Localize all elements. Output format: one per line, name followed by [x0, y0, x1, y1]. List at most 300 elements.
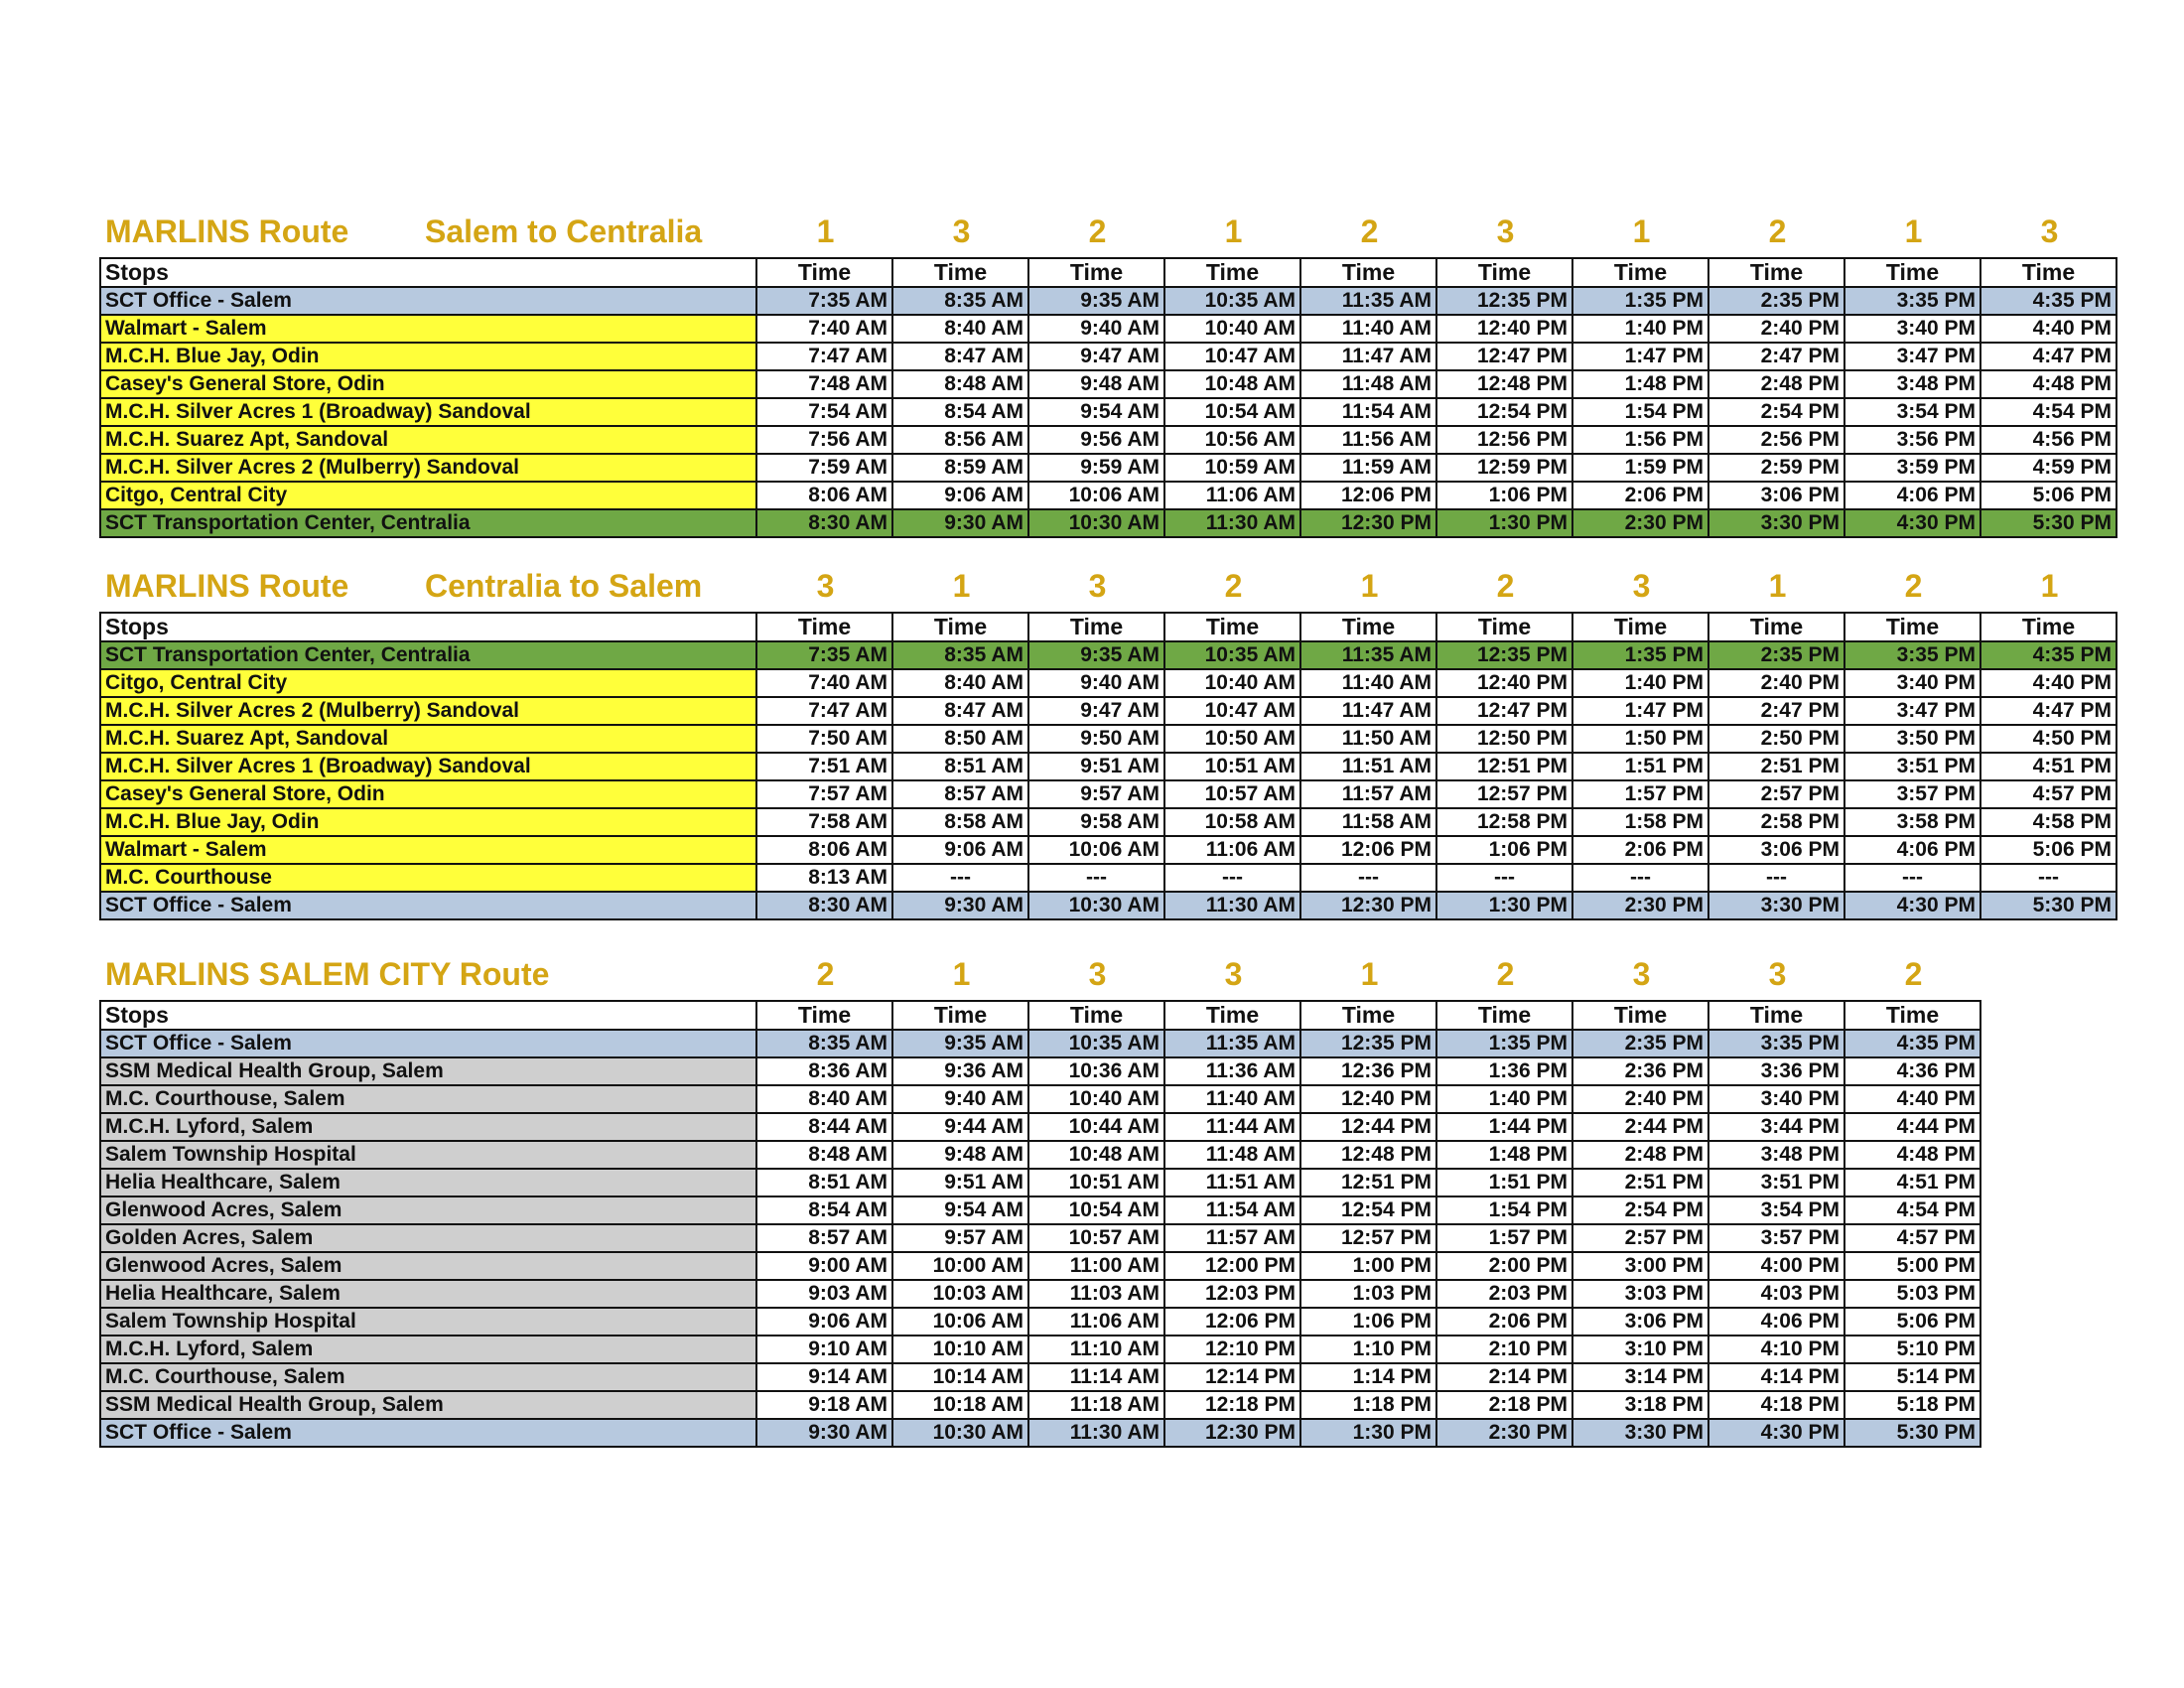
departure-time: 12:03 PM [1164, 1280, 1300, 1308]
bus-number: 2 [1768, 213, 1787, 249]
departure-time: --- [1980, 864, 2116, 892]
time-header: Time [1028, 613, 1164, 641]
departure-time: 10:14 AM [892, 1363, 1028, 1391]
departure-time: 9:51 AM [892, 1169, 1028, 1196]
departure-time: 4:35 PM [1844, 1030, 1980, 1057]
departure-time: 9:57 AM [1028, 780, 1164, 808]
departure-time: 12:57 PM [1300, 1224, 1436, 1252]
departure-time: 5:30 PM [1844, 1419, 1980, 1447]
bus-number: 3 [2040, 213, 2059, 249]
departure-time: 2:47 PM [1708, 343, 1844, 370]
departure-time: 12:48 PM [1300, 1141, 1436, 1169]
bus-number: 2 [1496, 568, 1515, 604]
departure-time: 1:57 PM [1572, 780, 1708, 808]
bus-number: 3 [952, 213, 971, 249]
departure-time: 8:56 AM [892, 426, 1028, 454]
stop-name: Glenwood Acres, Salem [100, 1196, 756, 1224]
stop-name: Citgo, Central City [100, 669, 756, 697]
departure-time: 11:51 AM [1164, 1169, 1300, 1196]
departure-time: 9:35 AM [1028, 287, 1164, 315]
departure-time: 1:54 PM [1572, 398, 1708, 426]
departure-time: 1:03 PM [1300, 1280, 1436, 1308]
departure-time: 3:54 PM [1708, 1196, 1844, 1224]
time-header: Time [892, 613, 1028, 641]
stop-name: M.C.H. Lyford, Salem [100, 1336, 756, 1363]
departure-time: 9:35 AM [1028, 641, 1164, 669]
schedule-row [100, 398, 2116, 426]
departure-time: 8:51 AM [756, 1169, 892, 1196]
departure-time: 11:35 AM [1300, 287, 1436, 315]
stop-name: Helia Healthcare, Salem [100, 1169, 756, 1196]
departure-time: 2:03 PM [1436, 1280, 1572, 1308]
departure-time: 9:47 AM [1028, 697, 1164, 725]
departure-time: 2:59 PM [1708, 454, 1844, 482]
stop-name: M.C.H. Blue Jay, Odin [100, 343, 756, 370]
departure-time: 3:47 PM [1844, 343, 1980, 370]
departure-time: 4:54 PM [1844, 1196, 1980, 1224]
bus-number: 2 [1496, 956, 1515, 992]
departure-time: 2:10 PM [1436, 1336, 1572, 1363]
departure-time: 4:47 PM [1980, 343, 2116, 370]
schedule-row [100, 780, 2116, 808]
departure-time: 4:48 PM [1844, 1141, 1980, 1169]
departure-time: 11:40 AM [1164, 1085, 1300, 1113]
departure-time: 11:47 AM [1300, 697, 1436, 725]
departure-time: 1:18 PM [1300, 1391, 1436, 1419]
departure-time: 10:56 AM [1164, 426, 1300, 454]
departure-time: 10:06 AM [1028, 836, 1164, 864]
departure-time: 11:59 AM [1300, 454, 1436, 482]
departure-time: 9:35 AM [892, 1030, 1028, 1057]
departure-time: 10:40 AM [1164, 315, 1300, 343]
departure-time: 1:40 PM [1436, 1085, 1572, 1113]
departure-time: 4:10 PM [1708, 1336, 1844, 1363]
departure-time: 3:47 PM [1844, 697, 1980, 725]
departure-time: 2:35 PM [1708, 287, 1844, 315]
departure-time: 12:48 PM [1436, 370, 1572, 398]
departure-time: 12:51 PM [1436, 753, 1572, 780]
departure-time: 9:54 AM [892, 1196, 1028, 1224]
departure-time: 10:58 AM [1164, 808, 1300, 836]
departure-time: 8:47 AM [892, 343, 1028, 370]
departure-time: 11:54 AM [1300, 398, 1436, 426]
departure-time: 8:30 AM [756, 892, 892, 919]
schedule-row [100, 669, 2116, 697]
time-header: Time [1708, 1001, 1844, 1030]
schedule-salem-city [99, 956, 1981, 1448]
departure-time: 3:50 PM [1844, 725, 1980, 753]
time-header: Time [1028, 1001, 1164, 1030]
departure-time: 12:54 PM [1300, 1196, 1436, 1224]
departure-time: 5:14 PM [1844, 1363, 1980, 1391]
departure-time: 2:00 PM [1436, 1252, 1572, 1280]
departure-time: 3:00 PM [1572, 1252, 1708, 1280]
departure-time: 7:35 AM [756, 287, 892, 315]
departure-time: 1:47 PM [1572, 343, 1708, 370]
time-header: Time [1572, 613, 1708, 641]
departure-time: 11:48 AM [1300, 370, 1436, 398]
stop-name: M.C.H. Silver Acres 2 (Mulberry) Sandoval [100, 697, 756, 725]
departure-time: 2:30 PM [1572, 892, 1708, 919]
schedule-row [100, 1308, 1980, 1336]
bus-number: 2 [816, 956, 835, 992]
schedule-row [100, 1363, 1980, 1391]
departure-time: 5:30 PM [1980, 892, 2116, 919]
departure-time: 4:58 PM [1980, 808, 2116, 836]
route-title-row [99, 568, 2117, 612]
departure-time: 9:00 AM [756, 1252, 892, 1280]
departure-time: 4:44 PM [1844, 1113, 1980, 1141]
departure-time: 10:51 AM [1164, 753, 1300, 780]
departure-time: 12:47 PM [1436, 697, 1572, 725]
departure-time: 10:59 AM [1164, 454, 1300, 482]
departure-time: 12:06 PM [1300, 836, 1436, 864]
time-header: Time [1164, 613, 1300, 641]
departure-time: 3:48 PM [1844, 370, 1980, 398]
departure-time: 11:51 AM [1300, 753, 1436, 780]
departure-time: 9:59 AM [1028, 454, 1164, 482]
departure-time: 10:40 AM [1028, 1085, 1164, 1113]
departure-time: 5:06 PM [1980, 836, 2116, 864]
bus-number: 1 [1360, 568, 1379, 604]
departure-time: 8:35 AM [892, 641, 1028, 669]
time-header: Time [1436, 1001, 1572, 1030]
departure-time: 3:35 PM [1844, 287, 1980, 315]
time-header: Time [1436, 258, 1572, 287]
departure-time: 8:36 AM [756, 1057, 892, 1085]
departure-time: 1:30 PM [1436, 892, 1572, 919]
route-direction: Salem to Centralia [425, 213, 703, 249]
departure-time: 4:50 PM [1980, 725, 2116, 753]
departure-time: 3:44 PM [1708, 1113, 1844, 1141]
schedule-row [100, 1141, 1980, 1169]
departure-time: 11:30 AM [1028, 1419, 1164, 1447]
bus-number: 3 [816, 568, 835, 604]
departure-time: --- [892, 864, 1028, 892]
departure-time: 1:10 PM [1300, 1336, 1436, 1363]
departure-time: 9:06 AM [892, 482, 1028, 509]
departure-time: 10:35 AM [1164, 641, 1300, 669]
departure-time: 5:18 PM [1844, 1391, 1980, 1419]
bus-number: 3 [1632, 956, 1651, 992]
departure-time: 12:30 PM [1300, 509, 1436, 537]
departure-time: 7:54 AM [756, 398, 892, 426]
departure-time: 4:54 PM [1980, 398, 2116, 426]
stop-name: SCT Office - Salem [100, 892, 756, 919]
schedule-row [100, 1336, 1980, 1363]
stop-name: M.C. Courthouse [100, 864, 756, 892]
departure-time: 4:06 PM [1844, 482, 1980, 509]
departure-time: 3:30 PM [1708, 509, 1844, 537]
departure-time: 12:30 PM [1164, 1419, 1300, 1447]
schedule-table [99, 612, 2117, 920]
schedule-row [100, 697, 2116, 725]
time-header: Time [1980, 613, 2116, 641]
departure-time: 12:44 PM [1300, 1113, 1436, 1141]
departure-time: 4:47 PM [1980, 697, 2116, 725]
stop-name: SCT Office - Salem [100, 1030, 756, 1057]
departure-time: 4:36 PM [1844, 1057, 1980, 1085]
departure-time: 5:06 PM [1980, 482, 2116, 509]
departure-time: 3:40 PM [1844, 315, 1980, 343]
schedule-row [100, 641, 2116, 669]
departure-time: 8:40 AM [892, 315, 1028, 343]
header-row [100, 258, 2116, 287]
departure-time: 1:40 PM [1572, 669, 1708, 697]
departure-time: 12:36 PM [1300, 1057, 1436, 1085]
departure-time: 4:00 PM [1708, 1252, 1844, 1280]
departure-time: 1:51 PM [1436, 1169, 1572, 1196]
departure-time: 12:18 PM [1164, 1391, 1300, 1419]
departure-time: 2:50 PM [1708, 725, 1844, 753]
departure-time: 10:50 AM [1164, 725, 1300, 753]
time-header: Time [1164, 258, 1300, 287]
schedule-row [100, 1113, 1980, 1141]
departure-time: 7:57 AM [756, 780, 892, 808]
departure-time: 10:36 AM [1028, 1057, 1164, 1085]
departure-time: 7:51 AM [756, 753, 892, 780]
stop-name: Walmart - Salem [100, 836, 756, 864]
departure-time: --- [1436, 864, 1572, 892]
departure-time: 12:57 PM [1436, 780, 1572, 808]
departure-time: 10:57 AM [1164, 780, 1300, 808]
departure-time: 11:06 AM [1164, 482, 1300, 509]
bus-number: 3 [1496, 213, 1515, 249]
departure-time: 12:54 PM [1436, 398, 1572, 426]
departure-time: 4:30 PM [1844, 509, 1980, 537]
departure-time: 4:30 PM [1844, 892, 1980, 919]
departure-time: 4:30 PM [1708, 1419, 1844, 1447]
bus-number: 2 [1088, 213, 1107, 249]
bus-number: 1 [1768, 568, 1787, 604]
time-header: Time [1300, 1001, 1436, 1030]
departure-time: 10:06 AM [892, 1308, 1028, 1336]
departure-time: 3:18 PM [1572, 1391, 1708, 1419]
departure-time: 1:06 PM [1436, 482, 1572, 509]
stop-name: Walmart - Salem [100, 315, 756, 343]
schedule-row [100, 1196, 1980, 1224]
departure-time: 10:35 AM [1028, 1030, 1164, 1057]
departure-time: 4:48 PM [1980, 370, 2116, 398]
departure-time: 1:50 PM [1572, 725, 1708, 753]
departure-time: 4:56 PM [1980, 426, 2116, 454]
schedule-row [100, 1391, 1980, 1419]
stop-name: M.C.H. Suarez Apt, Sandoval [100, 725, 756, 753]
schedule-table [99, 1000, 1981, 1448]
bus-number: 1 [1904, 213, 1923, 249]
departure-time: 11:48 AM [1164, 1141, 1300, 1169]
departure-time: 8:59 AM [892, 454, 1028, 482]
stop-name: M.C. Courthouse, Salem [100, 1363, 756, 1391]
departure-time: 10:40 AM [1164, 669, 1300, 697]
departure-time: 4:57 PM [1844, 1224, 1980, 1252]
departure-time: 10:30 AM [1028, 892, 1164, 919]
schedule-row [100, 370, 2116, 398]
time-header: Time [1844, 613, 1980, 641]
stop-name: M.C.H. Suarez Apt, Sandoval [100, 426, 756, 454]
departure-time: 1:58 PM [1572, 808, 1708, 836]
schedule-centralia-to-salem [99, 568, 2117, 920]
departure-time: 2:57 PM [1708, 780, 1844, 808]
departure-time: 10:03 AM [892, 1280, 1028, 1308]
departure-time: 1:14 PM [1300, 1363, 1436, 1391]
departure-time: 10:35 AM [1164, 287, 1300, 315]
stop-name: SCT Office - Salem [100, 287, 756, 315]
schedule-row [100, 426, 2116, 454]
departure-time: 9:56 AM [1028, 426, 1164, 454]
departure-time: 12:35 PM [1436, 287, 1572, 315]
departure-time: 3:30 PM [1708, 892, 1844, 919]
departure-time: 12:56 PM [1436, 426, 1572, 454]
departure-time: 11:30 AM [1164, 892, 1300, 919]
departure-time: 7:56 AM [756, 426, 892, 454]
departure-time: 3:40 PM [1844, 669, 1980, 697]
departure-time: 9:36 AM [892, 1057, 1028, 1085]
time-header: Time [756, 1001, 892, 1030]
departure-time: 2:48 PM [1708, 370, 1844, 398]
departure-time: 12:35 PM [1300, 1030, 1436, 1057]
departure-time: 9:30 AM [756, 1419, 892, 1447]
schedule-row [100, 287, 2116, 315]
stop-name: SCT Transportation Center, Centralia [100, 509, 756, 537]
departure-time: 12:50 PM [1436, 725, 1572, 753]
departure-time: 5:00 PM [1844, 1252, 1980, 1280]
departure-time: 1:47 PM [1572, 697, 1708, 725]
route-title-row [99, 213, 2117, 257]
departure-time: 7:50 AM [756, 725, 892, 753]
stop-name: Glenwood Acres, Salem [100, 1252, 756, 1280]
departure-time: 12:40 PM [1436, 315, 1572, 343]
departure-time: 10:18 AM [892, 1391, 1028, 1419]
bus-number: 1 [952, 956, 971, 992]
departure-time: 11:56 AM [1300, 426, 1436, 454]
schedule-row [100, 1030, 1980, 1057]
departure-time: 10:48 AM [1164, 370, 1300, 398]
departure-time: 4:40 PM [1980, 315, 2116, 343]
departure-time: 10:30 AM [892, 1419, 1028, 1447]
departure-time: 2:36 PM [1572, 1057, 1708, 1085]
departure-time: 11:30 AM [1164, 509, 1300, 537]
departure-time: 8:48 AM [756, 1141, 892, 1169]
departure-time: 2:35 PM [1708, 641, 1844, 669]
departure-time: 8:35 AM [756, 1030, 892, 1057]
departure-time: 12:35 PM [1436, 641, 1572, 669]
stop-name: Casey's General Store, Odin [100, 370, 756, 398]
departure-time: 2:44 PM [1572, 1113, 1708, 1141]
departure-time: 12:58 PM [1436, 808, 1572, 836]
time-header: Time [1708, 613, 1844, 641]
schedule-row [100, 315, 2116, 343]
departure-time: 11:57 AM [1300, 780, 1436, 808]
stop-name: Helia Healthcare, Salem [100, 1280, 756, 1308]
departure-time: 4:06 PM [1708, 1308, 1844, 1336]
departure-time: 11:06 AM [1028, 1308, 1164, 1336]
departure-time: 2:54 PM [1708, 398, 1844, 426]
departure-time: 1:35 PM [1572, 641, 1708, 669]
departure-time: 8:51 AM [892, 753, 1028, 780]
departure-time: 2:40 PM [1572, 1085, 1708, 1113]
departure-time: 5:30 PM [1980, 509, 2116, 537]
departure-time: 9:47 AM [1028, 343, 1164, 370]
departure-time: 9:06 AM [892, 836, 1028, 864]
departure-time: 9:54 AM [1028, 398, 1164, 426]
departure-time: 11:40 AM [1300, 315, 1436, 343]
departure-time: 4:51 PM [1844, 1169, 1980, 1196]
departure-time: 4:06 PM [1844, 836, 1980, 864]
departure-time: 9:48 AM [892, 1141, 1028, 1169]
departure-time: 10:54 AM [1164, 398, 1300, 426]
departure-time: 3:10 PM [1572, 1336, 1708, 1363]
departure-time: 8:58 AM [892, 808, 1028, 836]
bus-number: 3 [1768, 956, 1787, 992]
schedule-row [100, 454, 2116, 482]
schedule-row [100, 725, 2116, 753]
stop-name: Salem Township Hospital [100, 1141, 756, 1169]
stop-name: M.C.H. Silver Acres 1 (Broadway) Sandoval [100, 753, 756, 780]
departure-time: 9:40 AM [1028, 315, 1164, 343]
departure-time: 8:48 AM [892, 370, 1028, 398]
stop-name: M.C.H. Silver Acres 1 (Broadway) Sandoval [100, 398, 756, 426]
departure-time: 12:40 PM [1300, 1085, 1436, 1113]
departure-time: 3:48 PM [1708, 1141, 1844, 1169]
departure-time: 9:57 AM [892, 1224, 1028, 1252]
schedule-row [100, 836, 2116, 864]
departure-time: 9:10 AM [756, 1336, 892, 1363]
schedule-row [100, 808, 2116, 836]
time-header: Time [1572, 1001, 1708, 1030]
departure-time: 2:06 PM [1572, 482, 1708, 509]
departure-time: 8:50 AM [892, 725, 1028, 753]
bus-number: 1 [1632, 213, 1651, 249]
departure-time: 2:58 PM [1708, 808, 1844, 836]
departure-time: 2:40 PM [1708, 315, 1844, 343]
departure-time: 3:57 PM [1708, 1224, 1844, 1252]
schedule-row [100, 1280, 1980, 1308]
departure-time: 9:40 AM [1028, 669, 1164, 697]
schedule-salem-to-centralia [99, 213, 2117, 538]
departure-time: 1:35 PM [1436, 1030, 1572, 1057]
bus-number: 1 [1360, 956, 1379, 992]
time-header: Time [1300, 258, 1436, 287]
departure-time: 8:40 AM [892, 669, 1028, 697]
departure-time: 3:56 PM [1844, 426, 1980, 454]
departure-time: 4:35 PM [1980, 287, 2116, 315]
departure-time: 12:59 PM [1436, 454, 1572, 482]
departure-time: 4:18 PM [1708, 1391, 1844, 1419]
departure-time: 4:40 PM [1844, 1085, 1980, 1113]
stop-name: SCT Office - Salem [100, 1419, 756, 1447]
departure-time: 1:48 PM [1572, 370, 1708, 398]
departure-time: 1:44 PM [1436, 1113, 1572, 1141]
bus-number: 3 [1088, 568, 1107, 604]
stop-name: SSM Medical Health Group, Salem [100, 1391, 756, 1419]
time-header: Time [1844, 1001, 1980, 1030]
bus-number: 1 [2040, 568, 2059, 604]
departure-time: 1:40 PM [1572, 315, 1708, 343]
departure-time: 3:03 PM [1572, 1280, 1708, 1308]
departure-time: 2:06 PM [1436, 1308, 1572, 1336]
departure-time: 2:54 PM [1572, 1196, 1708, 1224]
departure-time: 3:35 PM [1844, 641, 1980, 669]
departure-time: 11:44 AM [1164, 1113, 1300, 1141]
time-header: Time [892, 1001, 1028, 1030]
departure-time: 3:54 PM [1844, 398, 1980, 426]
departure-time: 1:30 PM [1436, 509, 1572, 537]
departure-time: 2:57 PM [1572, 1224, 1708, 1252]
stop-name: Golden Acres, Salem [100, 1224, 756, 1252]
departure-time: 5:10 PM [1844, 1336, 1980, 1363]
departure-time: 8:57 AM [756, 1224, 892, 1252]
